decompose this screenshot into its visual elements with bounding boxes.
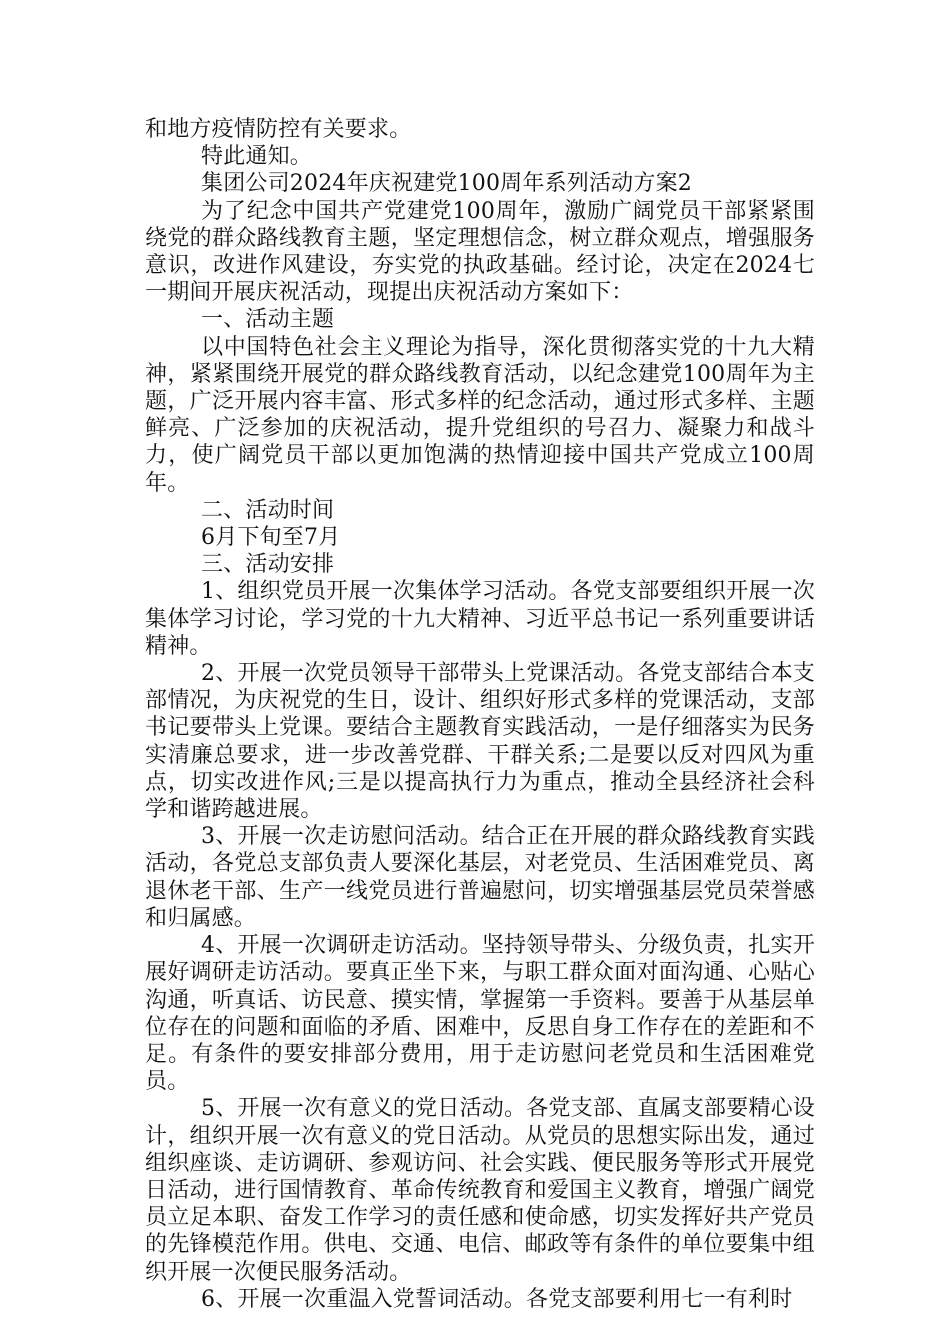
arrangement-item-2: 2、开展一次党员领导干部带头上党课活动。各党支部结合本支部情况，为庆祝党的生日，设计、组织好形式多样的党课活动，支部书记要带头上党课。要结合主题教育实践活动，一是仔细落实为民务实清廉总要求，进一步改善党群、干群关系;二是要以反对四风为重点，切实改进作风;三是以提高执行力为重点，推动全县经济社会科学和谐跨越进展。 <box>145 661 815 823</box>
document-body <box>145 116 815 1313</box>
paragraph-8: 6月下旬至7月 <box>201 525 341 551</box>
section-heading-time: 二、活动时间 <box>201 497 335 523</box>
arrangement-item-1: 1、组织党员开展一次集体学习活动。各党支部要组织开展一次集体学习讨论，学习党的十九大精神、习近平总书记一系列重要讲话精神。 <box>145 579 815 659</box>
arrangement-item-3: 3、开展一次走访慰问活动。结合正在开展的群众路线教育实践活动，各党总支部负责人要深化基层，对老党员、生活困难党员、离退休老干部、生产一线党员进行普遍慰问，切实增强基层党员荣誉感和归属感。 <box>145 824 815 931</box>
paragraph-3: 集团公司2024年庆祝建党100周年系列活动方案2 <box>201 171 692 197</box>
paragraph-4: 为了纪念中国共产党建党100周年，激励广阔党员干部紧紧围绕党的群众路线教育主题，坚定理想信念，树立群众观点，增强服务意识，改进作风建设，夯实党的执政基础。经讨论，决定在2024七一期间开展庆祝活动，现提出庆祝活动方案如下： <box>145 198 815 306</box>
arrangement-item-4: 4、开展一次调研走访活动。坚持领导带头、分级负责，扎实开展好调研走访活动。要真正坐下来，与职工群众面对面沟通、心贴心沟通，听真话、访民意、摸实情，掌握第一手资料。要善于从基层单位存在的问题和面临的矛盾、困难中，反思自身工作存在的差距和不足。有条件的要安排部分费用，用于走访慰问老党员和生活困难党员。 <box>145 933 815 1095</box>
arrangement-item-5: 5、开展一次有意义的党日活动。各党支部、直属支部要精心设计，组织开展一次有意义的党日活动。从党员的思想实际出发，通过组织座谈、走访调研、参观访问、社会实践、便民服务等形式开展党日活动，进行国情教育、革命传统教育和爱国主义教育，增强广阔党员立足本职、奋发工作学习的责任感和使命感，切实发挥好共产党员的先锋模范作用。供电、交通、电信、邮政等有条件的单位要集中组织开展一次便民服务活动。 <box>145 1096 815 1285</box>
arrangement-item-6: 6、开展一次重温入党誓词活动。各党支部要利用七一有利时 <box>201 1286 793 1312</box>
paragraph-1: 和地方疫情防控有关要求。 <box>145 117 412 142</box>
paragraph-2: 特此通知。 <box>201 144 313 170</box>
section-heading-arrangement: 三、活动安排 <box>201 552 335 578</box>
section-heading-theme: 一、活动主题 <box>201 307 335 333</box>
paragraph-6: 以中国特色社会主义理论为指导，深化贯彻落实党的十九大精神，紧紧围绕开展党的群众路线教育活动，以纪念建党100周年为主题，广泛开展内容丰富、形式多样的纪念活动，通过形式多样、主题鲜亮、广泛参加的庆祝活动，提升党组织的号召力、凝聚力和战斗力，使广阔党员干部以更加饱满的热情迎接中国共产党成立100周年。 <box>145 334 815 496</box>
